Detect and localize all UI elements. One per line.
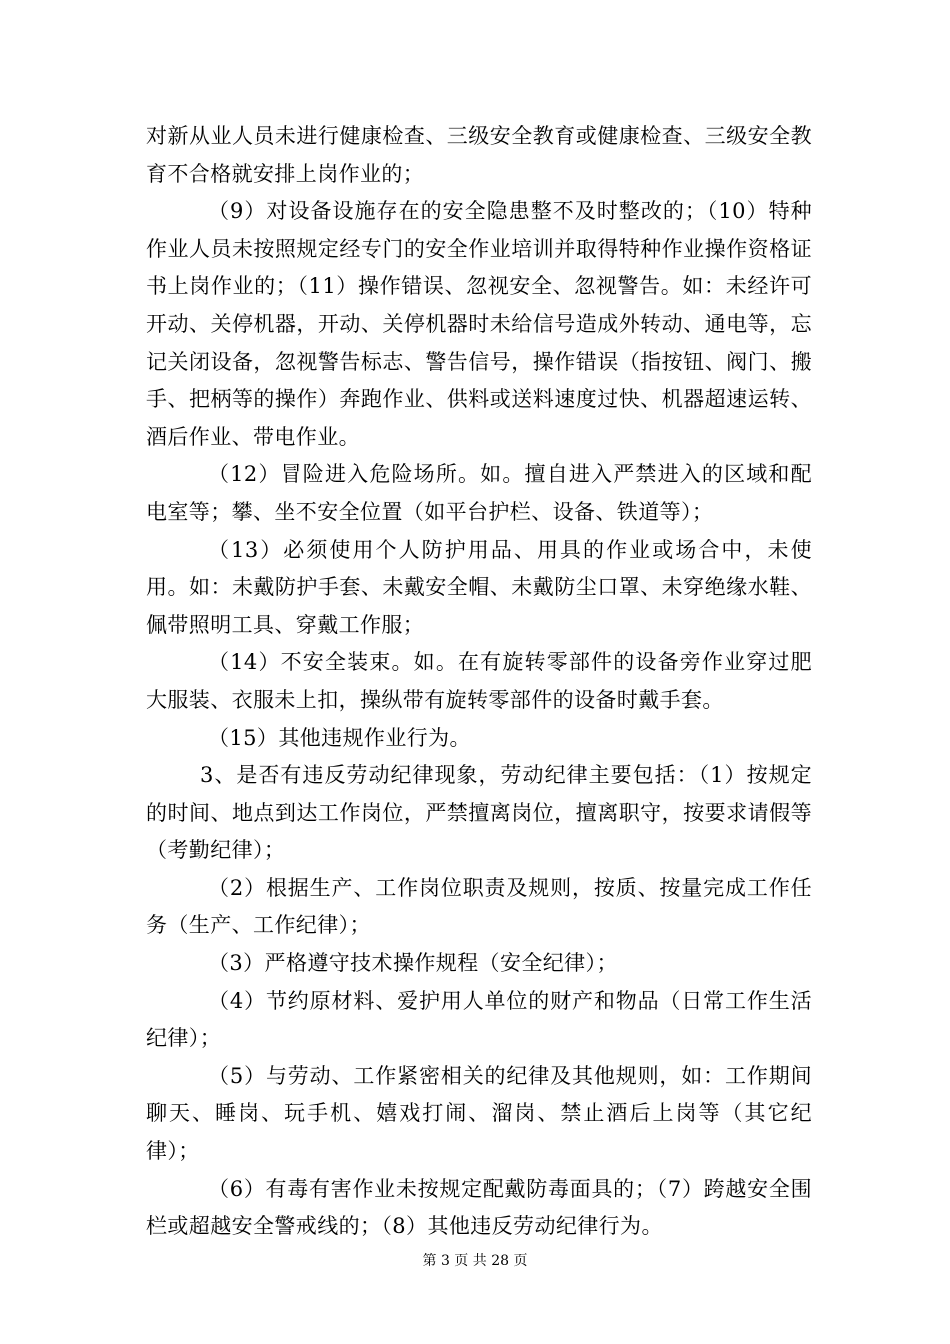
- page-footer: [0, 1250, 950, 1270]
- paragraph-discipline-5: （5）与劳动、工作紧密相关的纪律及其他规则，如：工作期间聊天、睡岗、玩手机、嬉戏打闹、溜岗、禁止酒后上岗等（其它纪律）；: [146, 1063, 812, 1164]
- paragraph-item-13: （13）必须使用个人防护用品、用具的作业或场合中，未使用。如：未戴防护手套、未戴安全帽、未戴防尘口罩、未穿绝缘水鞋、佩带照明工具、穿戴工作服；: [146, 537, 812, 637]
- paragraph-item-12: （12）冒险进入危险场所。如。擅自进入严禁进入的区域和配电室等；攀、坐不安全位置（如平台护栏、设备、铁道等）；: [146, 462, 812, 524]
- page-number-label: 第 3 页 共 28 页: [422, 1253, 528, 1269]
- paragraph-discipline-2: （2）根据生产、工作岗位职责及规则，按质、按量完成工作任务（生产、工作纪律）；: [146, 875, 812, 938]
- document-body: [146, 118, 812, 1246]
- paragraph-continuation: 对新从业人员未进行健康检查、三级安全教育或健康检查、三级安全教育不合格就安排上岗作业的；: [146, 124, 812, 186]
- paragraph-item-9-11: （9）对设备设施存在的安全隐患整不及时整改的；（10）特种作业人员未按照规定经专门的安全作业培训并取得特种作业操作资格证书上岗作业的；（11）操作错误、忽视安全、忽视警告。如：未经许可开动、关停机器，开动、关停机器时未给信号造成外转动、通电等，忘记关闭设备，忽视警告标志、警告信号，操作错误（指按钮、阀门、搬手、把柄等的操作）奔跑作业、供料或送料速度过快、机器超速运转、酒后作业、带电作业。: [146, 199, 812, 449]
- paragraph-section-3: 3、是否有违反劳动纪律现象，劳动纪律主要包括：（1）按规定的时间、地点到达工作岗位，严禁擅离岗位，擅离职守，按要求请假等（考勤纪律）；: [146, 763, 812, 863]
- paragraph-item-15: （15）其他违规作业行为。: [208, 725, 471, 750]
- paragraph-discipline-4: （4）节约原材料、爱护用人单位的财产和物品（日常工作生活纪律）；: [146, 988, 812, 1051]
- paragraph-discipline-3: （3）严格遵守技术操作规程（安全纪律）；: [208, 951, 618, 976]
- paragraph-discipline-6-8: （6）有毒有害作业未按规定配戴防毒面具的；（7）跨越安全围栏或超越安全警戒线的；（8）其他违反劳动纪律行为。: [146, 1176, 812, 1239]
- paragraph-item-14: （14）不安全装束。如。在有旋转零部件的设备旁作业穿过肥大服装、衣服未上扣，操纵带有旋转零部件的设备时戴手套。: [146, 650, 812, 712]
